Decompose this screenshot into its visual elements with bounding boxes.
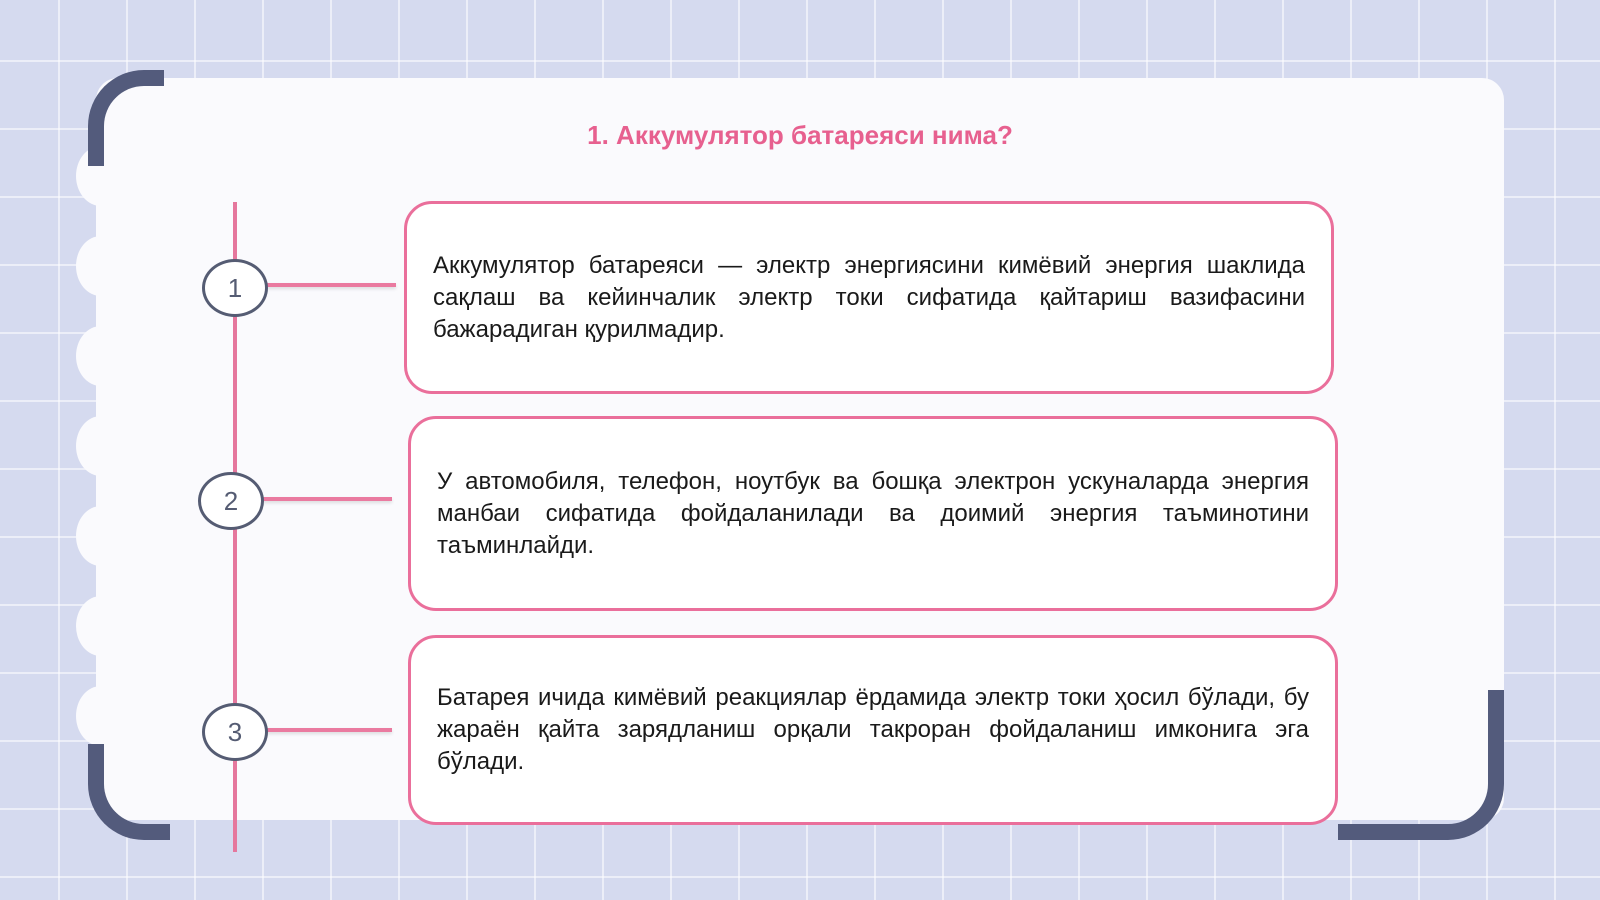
step-number-1: 1 xyxy=(202,259,268,317)
page-edge-scallop xyxy=(76,596,126,656)
frame-corner-bottom-right xyxy=(1338,690,1504,840)
step-number-2: 2 xyxy=(198,472,264,530)
info-card-text: Аккумулятор батареяси — электр энергиясини кимёвий энергия шаклида сақлаш ва кейинчалик электр токи сифатида қайтариш вазифасини бажарадиган қурилмадир. xyxy=(433,251,1305,343)
info-card-2 xyxy=(408,416,1338,611)
slide-title: 1. Аккумулятор батареяси нима? xyxy=(587,120,1013,150)
page-edge-scallop xyxy=(76,506,126,566)
page-edge-scallop xyxy=(76,416,126,476)
info-card-1 xyxy=(404,201,1334,394)
info-card-text: У автомобиля, телефон, ноутбук ва бошқа электрон ускуналарда энергия манбаи сифатида фойдаланилади ва доимий энергия таъминотини таъминлайди. xyxy=(437,467,1309,559)
step-number-3: 3 xyxy=(202,703,268,761)
frame-corner-bottom-left xyxy=(88,744,170,840)
page-edge-scallop xyxy=(76,326,126,386)
page-edge-scallop xyxy=(76,686,126,746)
timeline-connector-2 xyxy=(262,497,392,501)
frame-corner-top-left xyxy=(88,70,164,166)
timeline-connector-1 xyxy=(266,283,396,287)
info-card-3 xyxy=(408,635,1338,825)
info-card-text: Батарея ичида кимёвий реакциялар ёрдамида электр токи ҳосил бўлади, бу жараён қайта зарядланиш орқали такроран фойдаланиш имконига эга бўлади. xyxy=(437,684,1309,775)
timeline-connector-3 xyxy=(266,728,392,732)
page-edge-scallop xyxy=(76,236,126,296)
